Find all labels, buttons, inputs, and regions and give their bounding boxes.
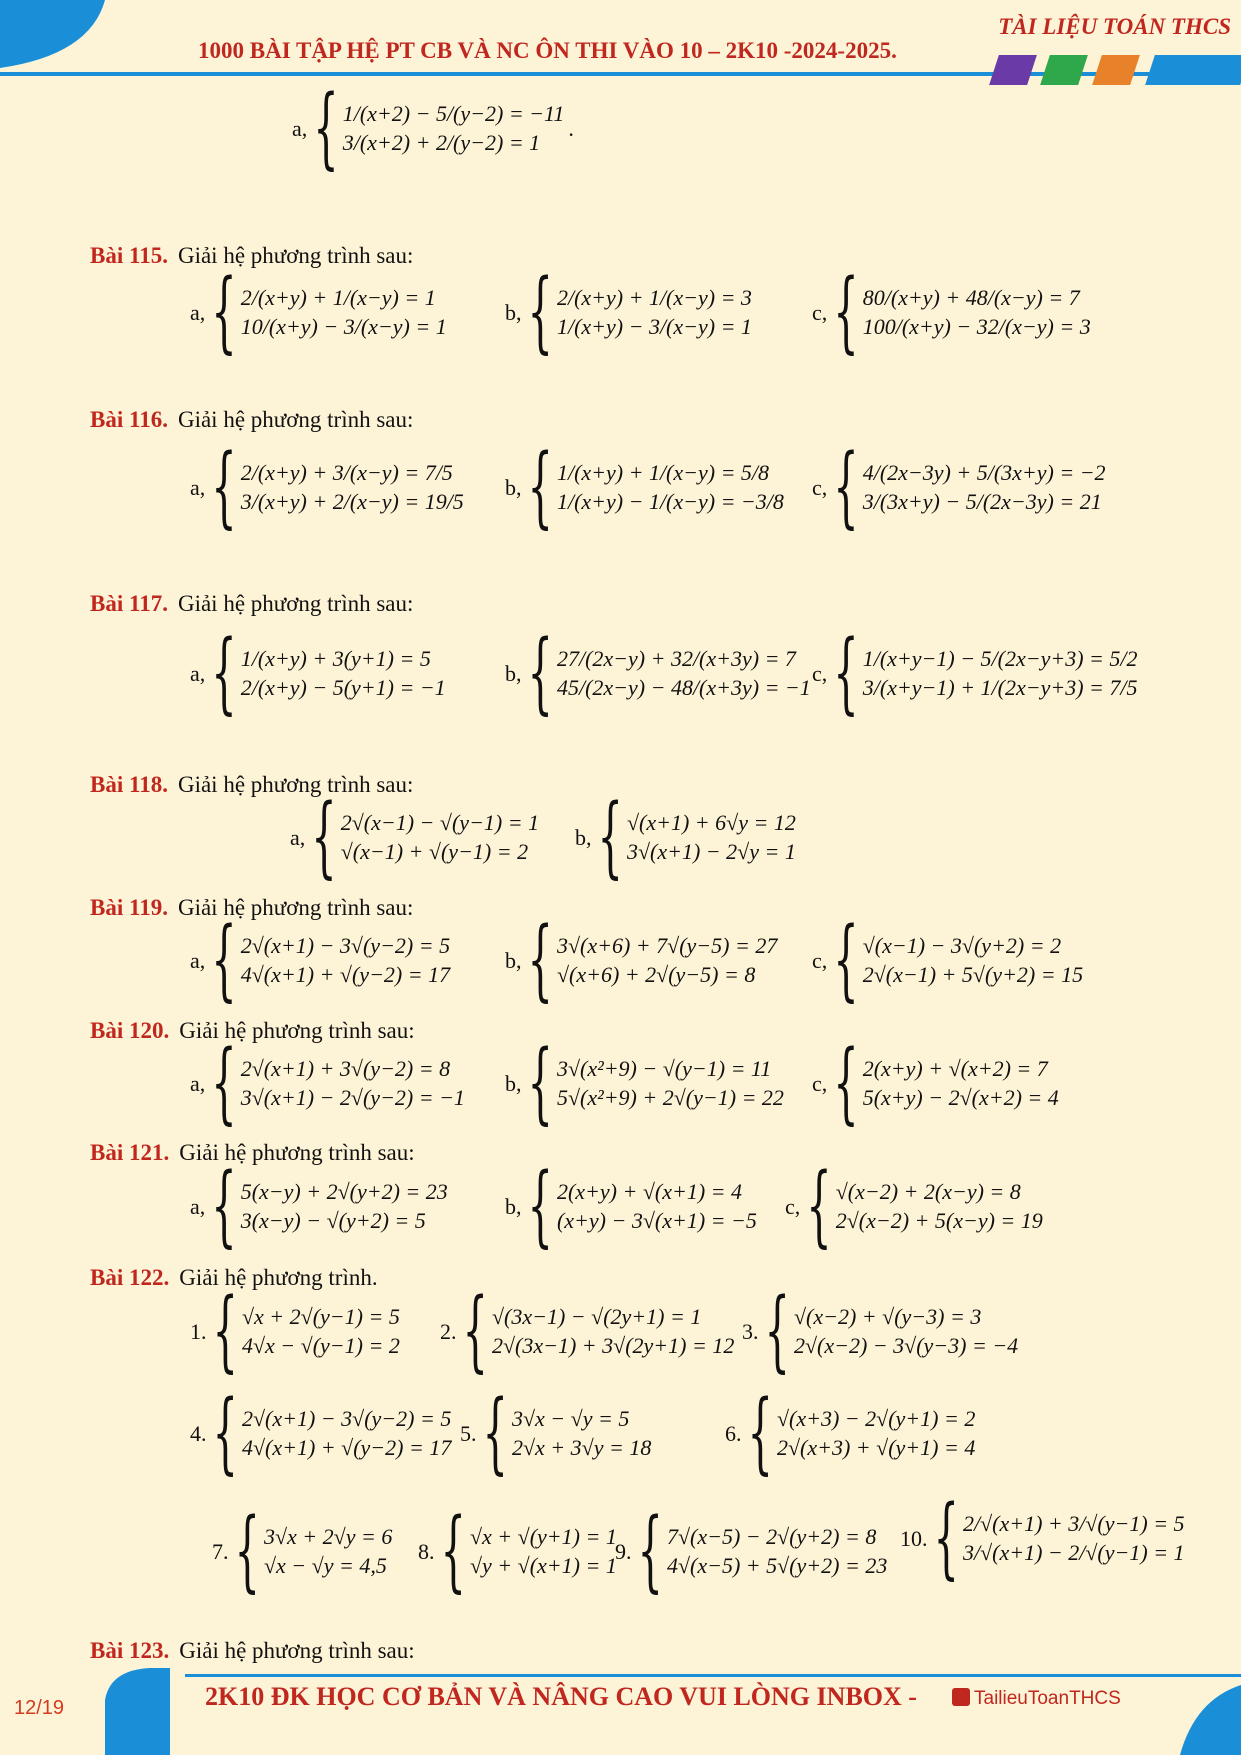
- equation-system: [505, 436, 784, 539]
- equation: √y + √(x+1) = 1: [469, 1552, 617, 1578]
- equation: 2/(x+y) + 3/(x−y) = 7/5: [240, 460, 453, 485]
- problem-instruction: Giải hệ phương trình sau:: [177, 243, 414, 268]
- purple-square-decoration: [989, 55, 1037, 85]
- system-label: a,: [190, 1193, 206, 1219]
- equation-system: [812, 1032, 1059, 1135]
- system-label: b,: [505, 947, 522, 973]
- equation-system: [900, 1487, 1185, 1590]
- problem-heading: [90, 772, 413, 798]
- brace-icon: {: [211, 1155, 237, 1258]
- brace-icon: {: [527, 909, 553, 1012]
- system-label: b,: [505, 1070, 522, 1096]
- equation-system: [505, 1155, 757, 1258]
- brace-icon: {: [440, 1500, 466, 1603]
- system-label: a,: [190, 660, 206, 686]
- equation: 3(x−y) − √(y+2) = 5: [240, 1207, 426, 1233]
- brace-icon: {: [234, 1500, 260, 1603]
- brace-icon: {: [806, 1155, 832, 1258]
- equation: 2√(x−2) + 5(x−y) = 19: [835, 1207, 1043, 1233]
- brace-icon: {: [527, 622, 553, 725]
- equation: √(3x−1) − √(2y+1) = 1: [491, 1304, 702, 1329]
- equation: 5(x−y) + 2√(y+2) = 23: [240, 1179, 448, 1204]
- problem-heading: [90, 895, 413, 921]
- equation-system: [742, 1280, 1019, 1383]
- brace-icon: {: [211, 436, 237, 539]
- equation: 3√x − √y = 5: [511, 1406, 630, 1431]
- header-brand: TÀI LIỆU TOÁN THCS: [998, 14, 1231, 39]
- problem-heading: [90, 591, 413, 617]
- equation: √(x−2) + 2(x−y) = 8: [835, 1179, 1021, 1204]
- equation: 5(x+y) − 2√(x+2) = 4: [862, 1084, 1059, 1110]
- equation: 2(x+y) + √(x+1) = 4: [556, 1179, 743, 1204]
- equation: 4√x − √(y−1) = 2: [241, 1332, 400, 1358]
- top-system: a, { 1/(x+2) − 5/(y−2) = −11 3/(x+2) + 2/(y−2) = 1 .: [292, 77, 574, 180]
- equation: 2/(x+y) + 1/(x−y) = 3: [556, 285, 752, 310]
- equation-system: [212, 1500, 393, 1603]
- system-label: b,: [505, 299, 522, 325]
- system-label: 9.: [615, 1538, 632, 1564]
- equation: 100/(x+y) − 32/(x−y) = 3: [862, 313, 1091, 339]
- problem-instruction: Giải hệ phương trình sau:: [179, 1638, 415, 1663]
- system-label: 4.: [190, 1420, 207, 1446]
- equation: √(x−2) + √(y−3) = 3: [793, 1304, 982, 1329]
- equation-system: [290, 786, 540, 889]
- footer-text: 2K10 ĐK HỌC CƠ BẢN VÀ NÂNG CAO VUI LÒNG INBOX -: [205, 1682, 917, 1711]
- brace-icon: {: [764, 1280, 790, 1383]
- equation: 3√x + 2√y = 6: [263, 1524, 393, 1549]
- system-label: a,: [290, 824, 306, 850]
- equation: √(x+1) + 6√y = 12: [626, 810, 796, 835]
- equation-system: [505, 622, 811, 725]
- blue-square-decoration: [1145, 55, 1241, 85]
- equation: 1/(x+y−1) − 5/(2x−y+3) = 5/2: [862, 646, 1138, 671]
- system-label: 2.: [440, 1318, 457, 1344]
- system-label: b,: [575, 824, 592, 850]
- brace-icon: {: [462, 1280, 488, 1383]
- equation: 2√(x+1) − 3√(y−2) = 5: [241, 1406, 452, 1431]
- orange-square-decoration: [1092, 55, 1140, 85]
- equation: √x + √(y+1) = 1: [469, 1524, 617, 1549]
- problem-number: Bài 116.: [90, 407, 168, 432]
- equation-system: [505, 1032, 784, 1135]
- equation: 2√(x−2) − 3√(y−3) = −4: [793, 1332, 1019, 1358]
- problem-instruction: Giải hệ phương trình sau:: [179, 1018, 415, 1043]
- problem-number: Bài 123.: [90, 1638, 170, 1663]
- system-label: 7.: [212, 1538, 229, 1564]
- equation-system: [575, 786, 796, 889]
- equation: 3/(x+y) + 2/(x−y) = 19/5: [240, 488, 464, 514]
- brace-icon: {: [313, 77, 339, 180]
- brace-icon: {: [211, 261, 237, 364]
- equation: 1/(x+y) + 3(y+1) = 5: [240, 646, 431, 671]
- brace-icon: {: [833, 1032, 859, 1135]
- brace-icon: {: [527, 1032, 553, 1135]
- equation: 3/√(x+1) − 2/√(y−1) = 1: [962, 1539, 1185, 1565]
- system-label: 5.: [460, 1420, 477, 1446]
- equation: 3√(x²+9) − √(y−1) = 11: [556, 1056, 772, 1081]
- equation: 5√(x²+9) + 2√(y−1) = 22: [556, 1084, 784, 1110]
- brace-icon: {: [747, 1382, 773, 1485]
- equation: 80/(x+y) + 48/(x−y) = 7: [862, 285, 1080, 310]
- equation-system: [190, 909, 451, 1012]
- system-label: a,: [190, 474, 206, 500]
- problem-number: Bài 117.: [90, 591, 168, 616]
- equation-system: [440, 1280, 735, 1383]
- system-label: c,: [785, 1193, 801, 1219]
- equation: 2√(x−1) + 5√(y+2) = 15: [862, 961, 1084, 987]
- brace-icon: {: [833, 909, 859, 1012]
- brace-icon: {: [527, 1155, 553, 1258]
- brace-icon: {: [211, 622, 237, 725]
- system-label: c,: [812, 299, 828, 325]
- equation: 2(x+y) + √(x+2) = 7: [862, 1056, 1048, 1081]
- brace-icon: {: [833, 261, 859, 364]
- equation: 3√(x+1) − 2√y = 1: [626, 838, 796, 864]
- equation: 2√x + 3√y = 18: [511, 1434, 652, 1460]
- equation-system: [190, 1280, 400, 1383]
- problem-number: Bài 115.: [90, 243, 168, 268]
- equation-system: [812, 909, 1084, 1012]
- equation-system: [812, 436, 1106, 539]
- brace-icon: {: [311, 786, 337, 889]
- brace-icon: {: [482, 1382, 508, 1485]
- equation-system: [460, 1382, 652, 1485]
- equation-system: [190, 1032, 465, 1135]
- equation-system: [190, 622, 446, 725]
- system-label: 1.: [190, 1318, 207, 1344]
- equation-system: [785, 1155, 1043, 1258]
- equation: √(x+3) − 2√(y+1) = 2: [776, 1406, 976, 1431]
- system-label: b,: [505, 1193, 522, 1219]
- equation: 1/(x+y) + 1/(x−y) = 5/8: [556, 460, 770, 485]
- brace-icon: {: [211, 1032, 237, 1135]
- system-label: a,: [190, 299, 206, 325]
- system-label: c,: [812, 660, 828, 686]
- system-label: b,: [505, 474, 522, 500]
- problem-instruction: Giải hệ phương trình sau:: [179, 1140, 415, 1165]
- equation: √x + 2√(y−1) = 5: [241, 1304, 400, 1329]
- equation: 3/(x+y−1) + 1/(2x−y+3) = 7/5: [862, 674, 1138, 700]
- equation: 1/(x+y) − 3/(x−y) = 1: [556, 313, 752, 339]
- equation: 2√(x−1) − √(y−1) = 1: [340, 810, 540, 835]
- equation: 4√(x+1) + √(y−2) = 17: [241, 1434, 452, 1460]
- equation-system: [725, 1382, 976, 1485]
- equation: (x+y) − 3√(x+1) = −5: [556, 1207, 757, 1233]
- brace-icon: {: [933, 1487, 959, 1590]
- problem-number: Bài 118.: [90, 772, 168, 797]
- equation: 3√(x+1) − 2√(y−2) = −1: [240, 1084, 465, 1110]
- equation: 7√(x−5) − 2√(y+2) = 8: [666, 1524, 877, 1549]
- brace-icon: {: [212, 1280, 238, 1383]
- green-square-decoration: [1040, 55, 1088, 85]
- equation: 10/(x+y) − 3/(x−y) = 1: [240, 313, 447, 339]
- header-title: 1000 BÀI TẬP HỆ PT CB VÀ NC ÔN THI VÀO 10 – 2K10 -2024-2025.: [198, 38, 897, 63]
- problem-instruction: Giải hệ phương trình.: [179, 1265, 378, 1290]
- problem-number: Bài 121.: [90, 1140, 170, 1165]
- equation: 1/(x+2) − 5/(y−2) = −11: [342, 101, 565, 126]
- brace-icon: {: [212, 1382, 238, 1485]
- brace-icon: {: [527, 261, 553, 364]
- equation: 2/(x+y) + 1/(x−y) = 1: [240, 285, 436, 310]
- brace-icon: {: [833, 622, 859, 725]
- system-label: 10.: [900, 1525, 928, 1551]
- system-label: a,: [190, 1070, 206, 1096]
- equation-system: [190, 1155, 448, 1258]
- footer-tag-label: TailieuToanTHCS: [974, 1688, 1121, 1709]
- footer-tag: [952, 1688, 1121, 1710]
- system-label: c,: [812, 474, 828, 500]
- system-label: c,: [812, 947, 828, 973]
- problem-number: Bài 122.: [90, 1265, 170, 1290]
- equation: 4√(x+1) + √(y−2) = 17: [240, 961, 451, 987]
- tiktok-icon: [952, 1688, 970, 1706]
- equation-system: [190, 1382, 452, 1485]
- system-label: 6.: [725, 1420, 742, 1446]
- page-number: 12/19: [14, 1697, 65, 1719]
- equation: 4/(2x−3y) + 5/(3x+y) = −2: [862, 460, 1106, 485]
- equation: 3/(3x+y) − 5/(2x−3y) = 21: [862, 488, 1102, 514]
- brace-icon: {: [637, 1500, 663, 1603]
- brace-icon: {: [527, 436, 553, 539]
- equation: 45/(2x−y) − 48/(x+3y) = −1: [556, 674, 811, 700]
- problem-heading: [90, 1018, 415, 1044]
- equation: √x − √y = 4,5: [263, 1552, 387, 1578]
- problem-instruction: Giải hệ phương trình sau:: [177, 591, 414, 616]
- system-label: 8.: [418, 1538, 435, 1564]
- equation: 3√(x+6) + 7√(y−5) = 27: [556, 933, 778, 958]
- problem-heading: [90, 1140, 415, 1166]
- corner-decoration-top-left: [0, 0, 110, 70]
- equation-system: [190, 261, 447, 364]
- equation-system: [418, 1500, 617, 1603]
- system-label: b,: [505, 660, 522, 686]
- equation: 1/(x+y) − 1/(x−y) = −3/8: [556, 488, 784, 514]
- equation: √(x+6) + 2√(y−5) = 8: [556, 961, 756, 987]
- equation: 2√(x+3) + √(y+1) = 4: [776, 1434, 976, 1460]
- system-label: a,: [292, 115, 308, 141]
- equation: √(x−1) + √(y−1) = 2: [340, 838, 529, 864]
- problem-instruction: Giải hệ phương trình sau:: [177, 407, 414, 432]
- equation: 27/(2x−y) + 32/(x+3y) = 7: [556, 646, 796, 671]
- problem-number: Bài 119.: [90, 895, 168, 920]
- equation: 2/(x+y) − 5(y+1) = −1: [240, 674, 446, 700]
- equation: 3/(x+2) + 2/(y−2) = 1: [342, 129, 541, 155]
- brace-icon: {: [597, 786, 623, 889]
- system-label: 3.: [742, 1318, 759, 1344]
- problem-heading: [90, 407, 413, 433]
- equation: 4√(x−5) + 5√(y+2) = 23: [666, 1552, 888, 1578]
- equation: √(x−1) − 3√(y+2) = 2: [862, 933, 1062, 958]
- problem-instruction: Giải hệ phương trình sau:: [177, 772, 414, 797]
- equation: 2/√(x+1) + 3/√(y−1) = 5: [962, 1511, 1185, 1536]
- equation: 2√(3x−1) + 3√(2y+1) = 12: [491, 1332, 735, 1358]
- equation-system: [812, 622, 1138, 725]
- equation-system: [812, 261, 1091, 364]
- brace-icon: {: [833, 436, 859, 539]
- problem-heading: [90, 243, 413, 269]
- system-label: a,: [190, 947, 206, 973]
- brace-icon: {: [211, 909, 237, 1012]
- equation-system: [505, 909, 778, 1012]
- equation: 2√(x+1) − 3√(y−2) = 5: [240, 933, 451, 958]
- equation-system: [505, 261, 752, 364]
- problem-number: Bài 120.: [90, 1018, 170, 1043]
- problem-instruction: Giải hệ phương trình sau:: [177, 895, 414, 920]
- equation-system: [190, 436, 464, 539]
- equation-system: [615, 1500, 888, 1603]
- system-label: c,: [812, 1070, 828, 1096]
- equation: 2√(x+1) + 3√(y−2) = 8: [240, 1056, 451, 1081]
